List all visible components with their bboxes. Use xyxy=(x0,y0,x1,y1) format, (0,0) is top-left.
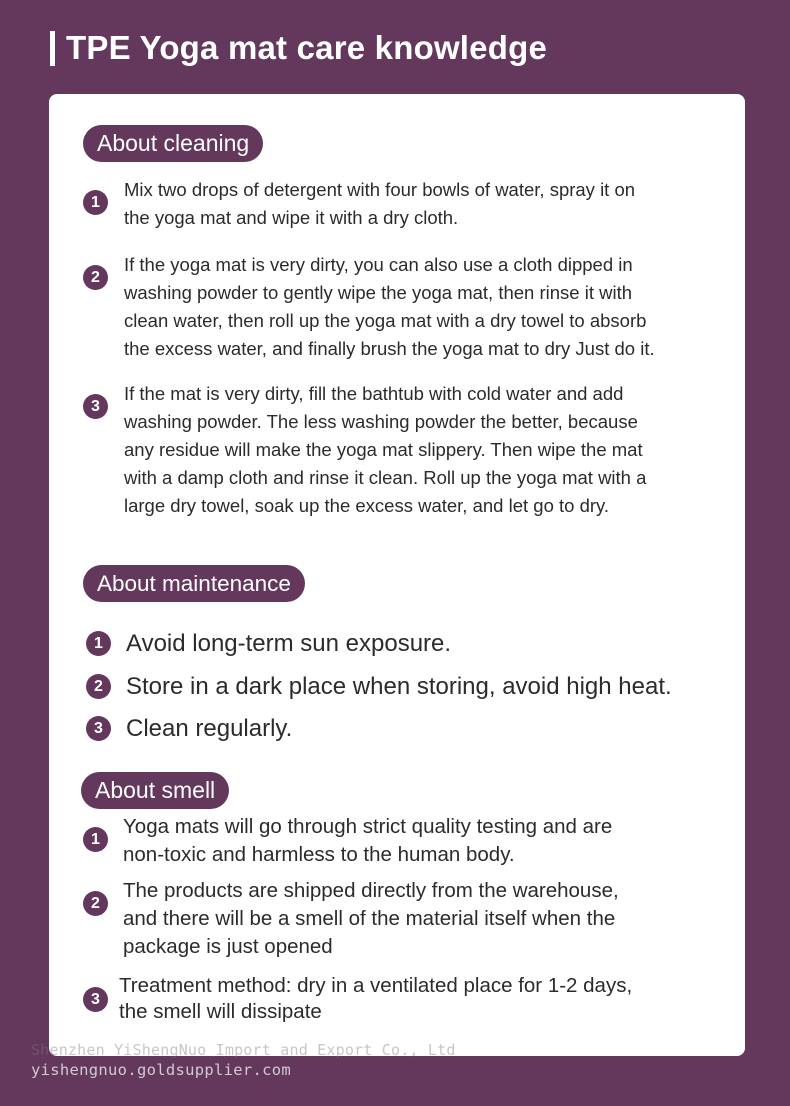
step-number-badge: 2 xyxy=(83,265,108,290)
step-number-badge: 3 xyxy=(86,716,111,741)
step-number-badge: 2 xyxy=(86,674,111,699)
step-number-badge: 3 xyxy=(83,987,108,1012)
cleaning-item-text: If the mat is very dirty, fill the bathtub with cold water and add washing powder. The less washing powder the better, because any residue will make the yoga mat slippery. Then wipe the mat with a damp cloth and rinse it clean. Roll up the yoga mat with a large dry towel, soak up the excess water, and let go to dry. xyxy=(124,383,647,516)
smell-item-text: The products are shipped directly from the warehouse, and there will be a smell of the material itself when the package is just opened xyxy=(123,879,619,958)
maintenance-item-1 xyxy=(86,629,451,659)
maintenance-item-2 xyxy=(86,672,672,702)
step-number-badge: 1 xyxy=(83,190,108,215)
cleaning-item-text: If the yoga mat is very dirty, you can also use a cloth dipped in washing powder to gently wipe the yoga mat, then rinse it with clean water, then roll up the yoga mat with a dry towel to absorb the excess water, and finally brush the yoga mat to dry Just do it. xyxy=(124,254,655,359)
smell-item-text: Yoga mats will go through strict quality testing and are non-toxic and harmless to the human body. xyxy=(123,815,613,866)
smell-item-1 xyxy=(83,815,613,869)
smell-item-3 xyxy=(83,974,633,1025)
watermark-company: Shenzhen YiShengNuo Import and Export Co., Ltd xyxy=(31,1041,456,1059)
cleaning-item-2 xyxy=(83,254,655,363)
content-card xyxy=(49,94,745,1056)
step-number-badge: 3 xyxy=(83,394,108,419)
cleaning-item-3 xyxy=(83,383,647,520)
section-label-cleaning: About cleaning xyxy=(83,125,263,162)
maintenance-item-text: Store in a dark place when storing, avoid high heat. xyxy=(126,673,672,700)
smell-item-text: Treatment method: dry in a ventilated place for 1-2 days, the smell will dissipate xyxy=(119,974,633,1023)
step-number-badge: 1 xyxy=(86,631,111,656)
watermark-url: yishengnuo.goldsupplier.com xyxy=(31,1061,292,1079)
cleaning-item-1 xyxy=(83,179,636,232)
maintenance-item-3 xyxy=(86,714,292,744)
maintenance-item-text: Avoid long-term sun exposure. xyxy=(126,630,452,657)
page-header xyxy=(50,28,547,68)
step-number-badge: 2 xyxy=(83,891,108,916)
cleaning-item-text: Mix two drops of detergent with four bowls of water, spray it on the yoga mat and wipe it with a dry cloth. xyxy=(124,179,636,228)
section-label-smell: About smell xyxy=(81,772,229,809)
section-label-maintenance: About maintenance xyxy=(83,565,305,602)
title-accent-bar xyxy=(50,31,55,66)
step-number-badge: 1 xyxy=(83,827,108,852)
page-title: TPE Yoga mat care knowledge xyxy=(66,29,547,66)
maintenance-item-text: Clean regularly. xyxy=(126,715,293,742)
smell-item-2 xyxy=(83,879,619,961)
